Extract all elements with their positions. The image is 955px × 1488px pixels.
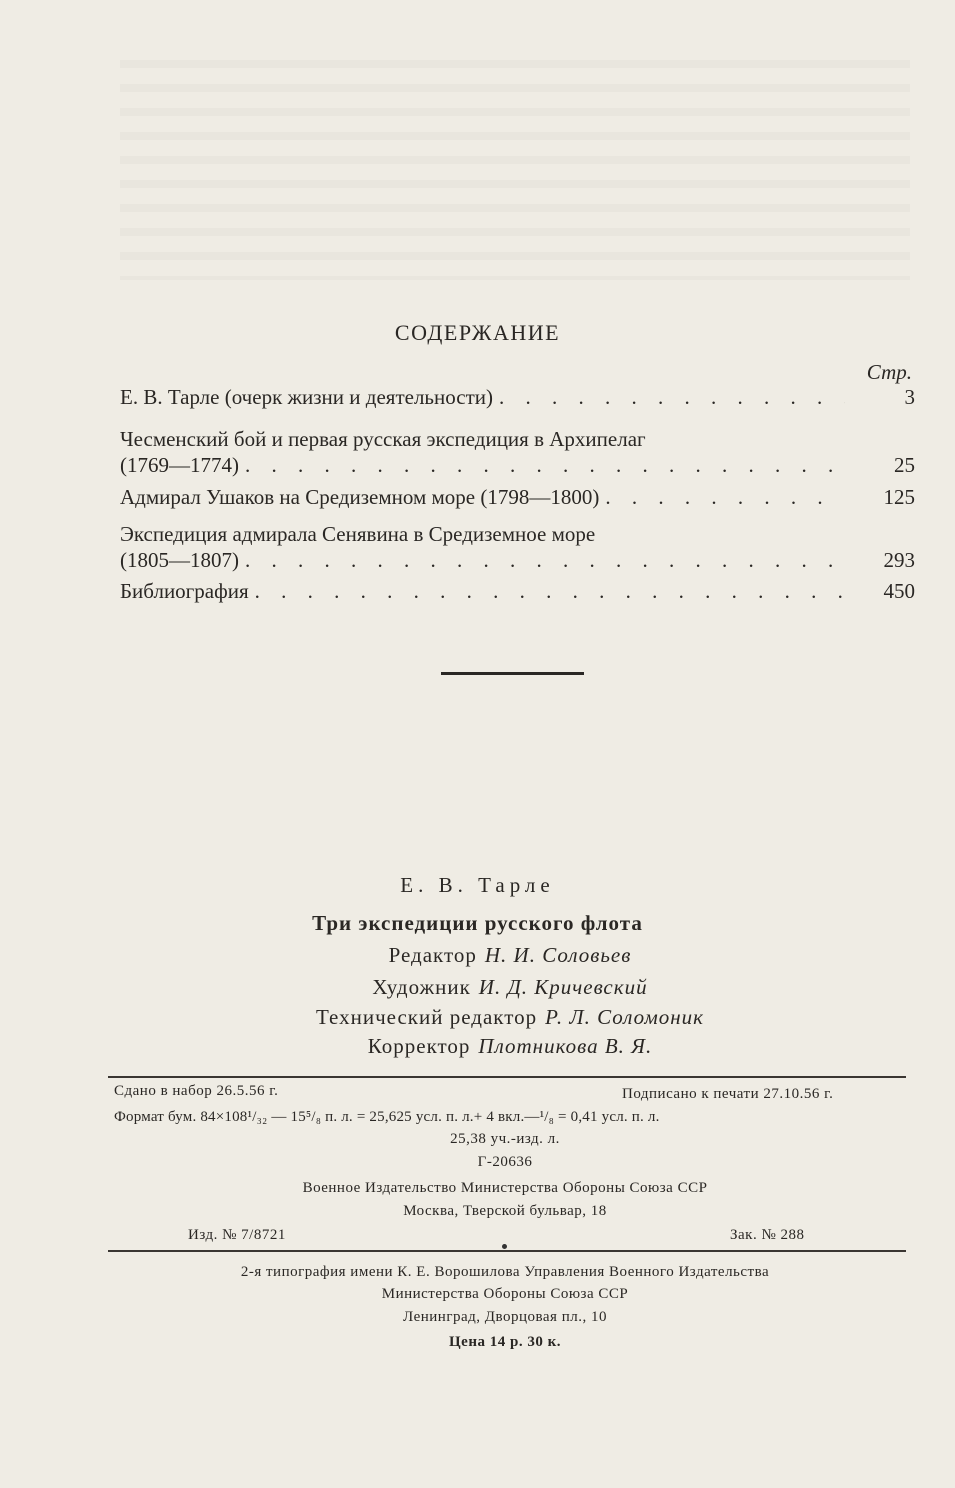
printer-name: 2-я типография имени К. Е. Ворошилова Управления Военного Издательства [240, 1264, 770, 1280]
credit-person: И. Д. Кричевский [478, 975, 648, 999]
toc-entry [120, 521, 915, 573]
toc-entry-title-line2: (1805—1807) [120, 548, 239, 572]
toc-leader-dots [245, 547, 845, 573]
printer-ministry: Министерства Обороны Союза ССР [381, 1286, 629, 1302]
order-number: Зак. № 288 [730, 1227, 805, 1243]
imprint-author: Е. В. Тарле [400, 873, 555, 897]
toc-leader-dots [499, 384, 845, 410]
colophon-rule-bottom [108, 1250, 906, 1252]
credit-technical-editor [0, 1005, 955, 1030]
toc-entry [120, 484, 915, 510]
publisher-name: Военное Издательство Министерства Обороны Союза ССР [302, 1180, 708, 1196]
publisher-sheets: 25,38 уч.-изд. л. [450, 1131, 560, 1147]
price: Цена 14 р. 30 к. [449, 1334, 561, 1350]
credit-role: Художник [372, 975, 471, 999]
toc-entry-page: 3 [904, 385, 915, 409]
toc-leader-dots [255, 578, 845, 604]
paper-format: Формат бум. 84×108¹/₃₂ — 15⁵/₈ п. л. = 25,625 усл. п. л.+ 4 вкл.—¹/₈ = 0,41 усл. п. л. [114, 1109, 660, 1125]
imprint-title: Три экспедиции русского флота [312, 911, 643, 935]
toc-heading: СОДЕРЖАНИЕ [394, 320, 561, 345]
credit-person: Н. И. Соловьев [484, 943, 632, 967]
toc-entry-title-line1: Чесменский бой и первая русская экспедиция в Архипелаг [120, 427, 646, 451]
credit-editor [0, 943, 955, 968]
credit-role: Технический редактор [316, 1005, 538, 1029]
toc-entry-title: Е. В. Тарле (очерк жизни и деятельности) [120, 385, 493, 409]
printer-address: Ленинград, Дворцовая пл., 10 [403, 1309, 607, 1325]
toc-entry-page: 450 [883, 579, 915, 603]
colophon-rule-top [108, 1076, 906, 1078]
toc-entry-page: 25 [894, 453, 915, 477]
show-through-text [120, 60, 910, 280]
catalog-code: Г-20636 [477, 1154, 533, 1170]
toc-entry-title-line1: Экспедиция адмирала Сенявина в Средиземное море [120, 522, 596, 546]
toc-entry [120, 384, 915, 410]
credit-artist [0, 975, 955, 1000]
toc-entry-page: 293 [883, 548, 915, 572]
toc-entry [120, 426, 915, 478]
credit-role: Редактор [388, 943, 477, 967]
publisher-address: Москва, Тверской бульвар, 18 [403, 1203, 607, 1219]
ink-dot [502, 1244, 507, 1249]
submitted-date: Сдано в набор 26.5.56 г. [114, 1083, 279, 1099]
toc-leader-dots [605, 484, 845, 510]
toc-entry [120, 578, 915, 604]
credit-person: Плотникова В. Я. [478, 1034, 653, 1058]
section-divider [441, 672, 584, 675]
toc-entry-page: 125 [883, 485, 915, 509]
toc-entry-title: Библиография [120, 579, 249, 603]
toc-entry-title: Адмирал Ушаков на Средиземном море (1798—1800) [120, 485, 600, 509]
credit-role: Корректор [367, 1034, 471, 1058]
toc-entry-title-line2: (1769—1774) [120, 453, 239, 477]
toc-page-column-label: Стр. [866, 360, 912, 384]
signed-date: Подписано к печати 27.10.56 г. [622, 1086, 834, 1102]
credit-person: Р. Л. Соломоник [545, 1005, 704, 1029]
toc-leader-dots [245, 452, 845, 478]
edition-number: Изд. № 7/8721 [188, 1227, 286, 1243]
credit-proofreader [0, 1034, 955, 1059]
